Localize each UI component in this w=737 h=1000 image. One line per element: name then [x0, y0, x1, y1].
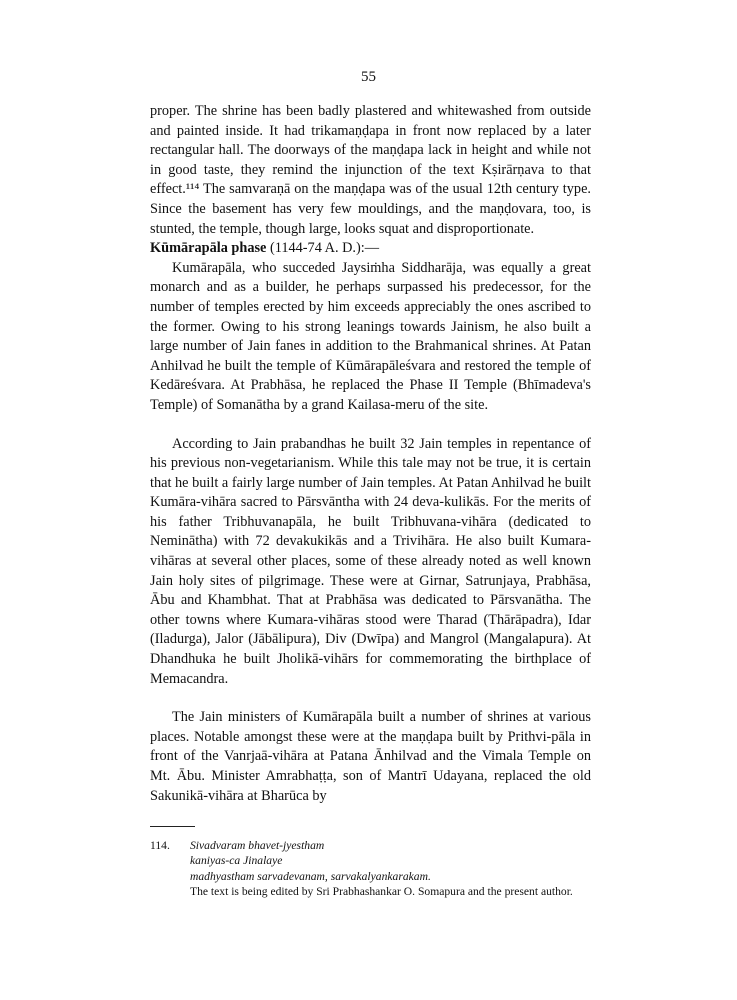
- paragraph-4: The Jain ministers of Kumārapāla built a number of shrines at various places. Notable amongst these were at the maṇḍapa built by Prithvi-pāla in front of the Vanrjaā-vihāra at Patana Ānhilvad and the Vimala Temple on Mt. Ābu. Minister Amrabhaṭṭa, son of Mantrī Udayana, replaced the old Sakunikā-vihāra at Bharūca by: [150, 709, 591, 804]
- section-heading-title: Kūmārapāla phase: [150, 240, 267, 257]
- paragraph-1: proper. The shrine has been badly plastered and whitewashed from outside and painted inside. It had trikamaṇḍapa in front now replaced by a later rectangular hall. The doorways of the maṇḍapa lack in height and while not in good taste, they remind the injunction of the text Kṣirārṇava to that effect.¹¹⁴ The samvaraṇā on the maṇḍapa was of the usual 12th century type. Since the basement has very few mouldings, and the maṇḍovara, too, is stunted, the temple, though large, looks squat and disproportionate.: [150, 103, 591, 237]
- footnote-note: The text is being edited by Sri Prabhashankar O. Somapura and the present author.: [190, 885, 573, 899]
- main-text: [150, 102, 591, 806]
- footnote-number: 114.: [150, 839, 170, 852]
- section-heading: [150, 239, 591, 259]
- footnote-verse-line-2: kaniyas-ca Jinalaye: [190, 854, 283, 868]
- section-heading-dates: (1144-74 A. D.):—: [269, 240, 380, 257]
- page-number: 55: [361, 69, 376, 85]
- footnote: [150, 838, 591, 900]
- paragraph-2: Kumārapāla, who succeded Jaysiṁha Siddharāja, was equally a great monarch and as a builder, he perhaps surpassed his predecessor, for the number of temples erected by him exceeds appreciably the ones ascribed to the former. Owing to his strong leanings towards Jainism, he also built a large number of Jain fanes in addition to the Brahmanical shrines. At Patan Anhilvad he built the temple of Kūmārapāleśvara and restored the temple of Kedāreśvara. At Prabhāsa, he replaced the Phase II Temple (Bhīmadeva's Temple) of Somanātha by a grand Kailasa-meru of the site.: [150, 259, 591, 413]
- footnote-verse-line-1: Sivadvaram bhavet-jyestham: [190, 839, 325, 852]
- paragraph-3: According to Jain prabandhas he built 32 Jain temples in repentance of his previous non-vegetarianism. While this tale may not be true, it is certain that he built a fairly large number of Jain temples. At Patan Anhilvad he built Kumāra-vihāra sacred to Pārsvāntha with 24 deva-kulikās. For the merits of his father Tribhuvanapāla, he built Tribhuvana-vihāra (dedicated to Nemināthа) with 72 devakukikās and a Trivihāra. He also built Kumara-vihāras at several other places, some of these already noted as well known Jain holy sites of pilgrimage. These were at Girnar, Satrunjaya, Prabhāsa, Ābu and Khambhat. That at Prabhāsa was dedicated to Pārsvanātha. The other towns where Kumara-vihāras stood were Tharad (Thārāpadra), Idar (Iladurga), Jalor (Jābālipura), Div (Dwīpa) and Mangrol (Mangalapura). At Dhandhuka he built Jholikā-vihārs for commemorating the birthplace of Memacandra.: [150, 435, 591, 687]
- footnote-verse-line-3: madhyastham sarvadevanam, sarvakalyankarakam.: [190, 869, 431, 883]
- footnote-divider: [150, 826, 195, 827]
